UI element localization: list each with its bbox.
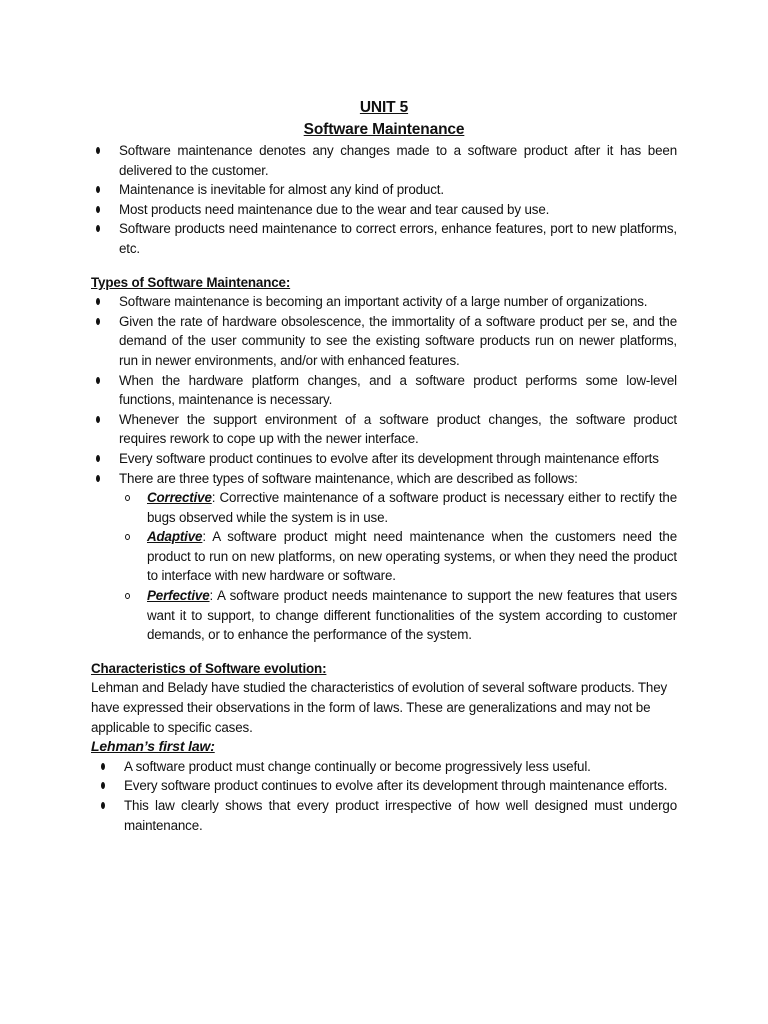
- bullet-icon: [96, 377, 100, 384]
- bullet-icon: [96, 225, 100, 232]
- list-item-text: Whenever the support environment of a software product changes, the software product requires rework to cope up with the newer interface.: [119, 411, 677, 447]
- list-item: [91, 141, 677, 180]
- list-item-text: When the hardware platform changes, and a software product performs some low-level functions, maintenance is necessary.: [119, 372, 677, 408]
- bullet-icon: [96, 455, 100, 462]
- bullet-icon: [101, 763, 105, 770]
- list-item-text: Most products need maintenance due to the wear and tear caused by use.: [119, 201, 550, 217]
- circle-bullet-icon: [125, 534, 130, 540]
- bullet-icon: [101, 802, 105, 809]
- circle-bullet-icon: [125, 593, 130, 599]
- maintenance-types-list: [119, 488, 677, 645]
- list-item-text: Given the rate of hardware obsolescence, the immortality of a software product per se, and the demand of the user community to see the existing software products run on newer platforms, run in newer environments, and/or with enhanced features.: [119, 313, 677, 368]
- list-item: [91, 796, 677, 835]
- list-item-text: Every software product continues to evolve after its development through maintenance efforts.: [124, 778, 668, 794]
- list-item-text: Every software product continues to evolve after its development through maintenance efforts: [119, 450, 659, 466]
- maintenance-type-adaptive: [119, 527, 677, 586]
- bullet-icon: [96, 298, 100, 305]
- maintenance-type-corrective: [119, 488, 677, 527]
- list-item: [91, 449, 677, 469]
- bullet-icon: [96, 318, 100, 325]
- unit-title: UNIT 5: [359, 99, 409, 116]
- maintenance-type-term: Corrective: [147, 490, 212, 506]
- list-item: [91, 776, 677, 796]
- bullet-icon: [96, 147, 100, 154]
- document-title: Software Maintenance: [303, 121, 465, 138]
- list-item-text: Maintenance is inevitable for almost any kind of product.: [119, 182, 444, 198]
- law-bullet-list: [91, 757, 677, 835]
- list-item: [91, 219, 677, 258]
- maintenance-type-perfective: [119, 586, 677, 645]
- list-item-text: Software maintenance denotes any changes made to a software product after it has been delivered to the customer.: [119, 143, 677, 178]
- list-item-text: A software product must change continually or become progressively less useful.: [124, 758, 591, 774]
- maintenance-type-description: : A software product needs maintenance to support the new features that users want it to support, to change different functionalities of the system according to customer demands, or to enhance the performance of the system.: [147, 588, 677, 643]
- list-item: [91, 410, 677, 449]
- list-item: [91, 469, 677, 489]
- bullet-icon: [96, 416, 100, 423]
- list-item: [91, 292, 677, 312]
- list-item: [91, 757, 677, 777]
- bullet-icon: [96, 475, 100, 482]
- list-item-text: There are three types of software maintenance, which are described as follows:: [119, 470, 578, 486]
- evolution-paragraph: Lehman and Belady have studied the characteristics of evolution of several software products. They have expressed their observations in the form of laws. These are generalizations and may not be applicable to specific cases.: [91, 680, 668, 735]
- list-item-text: Software maintenance is becoming an important activity of a large number of organizations.: [119, 294, 648, 310]
- list-item: [91, 371, 677, 410]
- list-item-text: Software products need maintenance to correct errors, enhance features, port to new platforms, etc.: [119, 221, 677, 256]
- list-item-text: This law clearly shows that every product irrespective of how well designed must undergo maintenance.: [124, 798, 677, 833]
- bullet-icon: [101, 782, 105, 789]
- list-item: [91, 180, 677, 200]
- intro-bullet-list: [91, 141, 677, 259]
- maintenance-type-description: : A software product might need maintenance when the customers need the product to run on new platforms, on new operating systems, or when they need the product to interface with new hardware or software.: [147, 529, 677, 584]
- circle-bullet-icon: [125, 495, 130, 501]
- bullet-icon: [96, 186, 100, 193]
- law-heading: Lehman’s first law:: [91, 738, 215, 755]
- list-item: [91, 200, 677, 220]
- maintenance-type-description: : Corrective maintenance of a software product is necessary either to rectify the bugs observed while the system is in use.: [147, 490, 677, 525]
- types-section-heading: Types of Software Maintenance:: [91, 274, 291, 290]
- types-bullet-list: [91, 292, 677, 488]
- list-item: [91, 312, 677, 371]
- maintenance-type-term: Perfective: [147, 588, 210, 604]
- evolution-section-heading: Characteristics of Software evolution:: [91, 660, 327, 676]
- bullet-icon: [96, 206, 100, 213]
- maintenance-type-term: Adaptive: [147, 529, 203, 545]
- maintenance-types-wrapper: [91, 488, 677, 645]
